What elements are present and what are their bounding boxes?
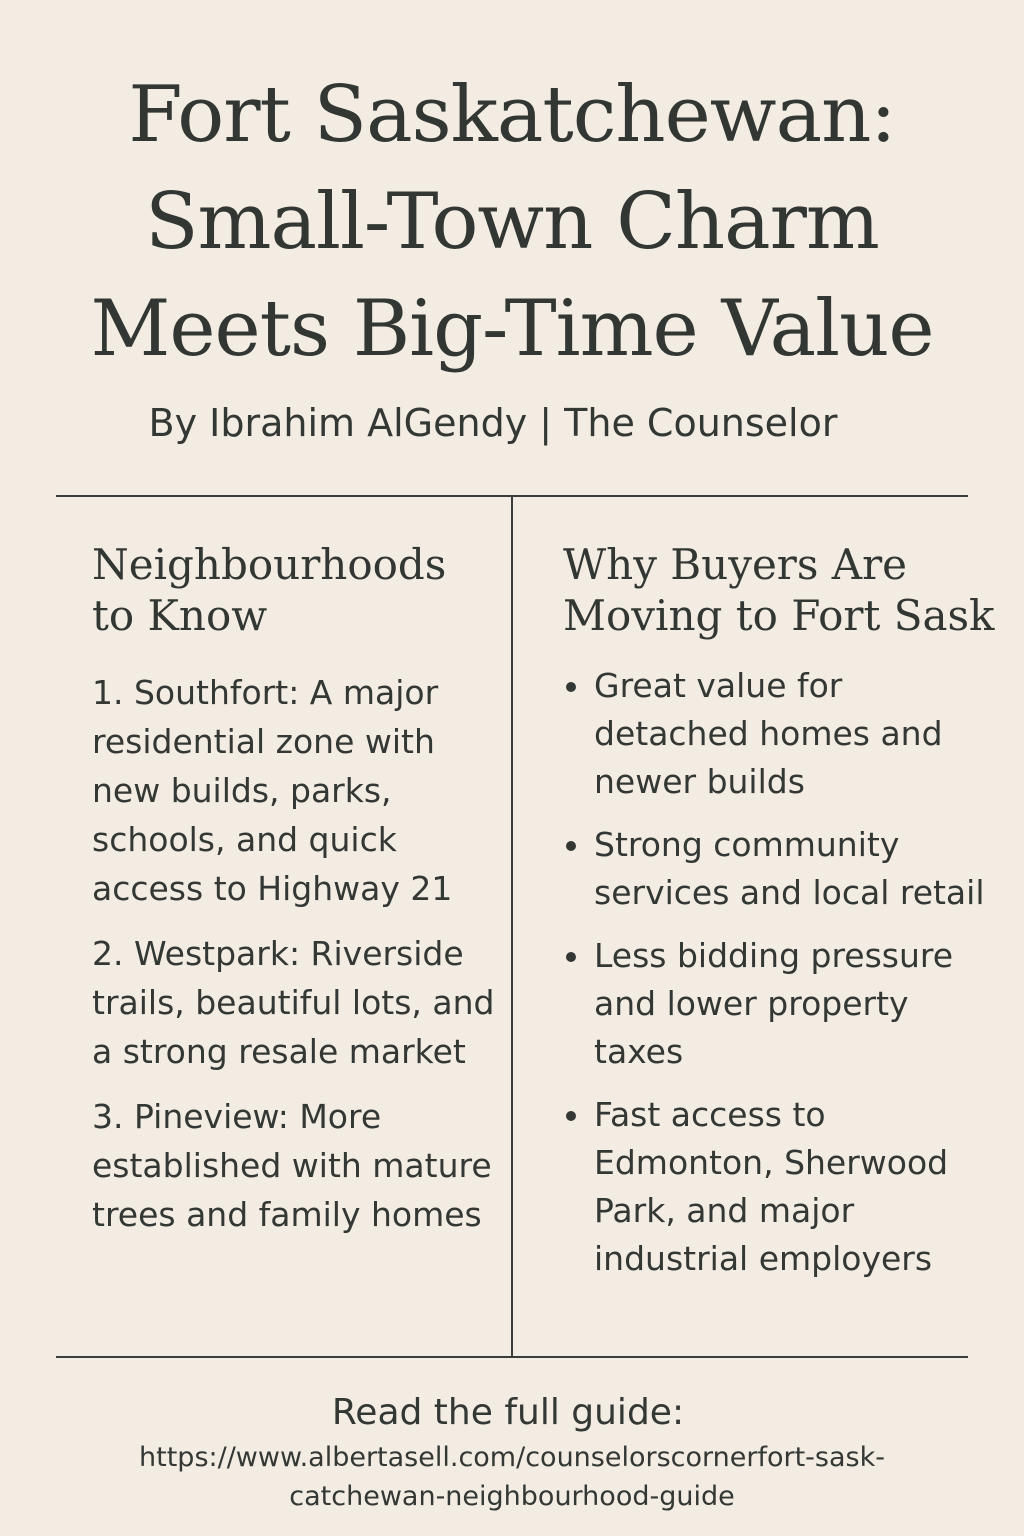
list-item	[558, 821, 988, 917]
neighbourhoods-heading	[92, 539, 446, 641]
guide-url-line-1[interactable]: https://www.albertasell.com/counselorscornerfort-sask-	[139, 1442, 885, 1473]
bullet-icon	[566, 1111, 576, 1121]
why-buyers-heading-line-1: Why Buyers Are	[563, 540, 908, 589]
list-item-text: Strong community services and local retail	[594, 825, 985, 912]
neighbourhoods-heading-line-1: Neighbourhoods	[92, 540, 447, 589]
read-guide-label: Read the full guide:	[331, 1392, 685, 1433]
list-item-text: Less bidding pressure and lower property taxes	[594, 936, 954, 1071]
title-line-1: Fort Saskatchewan:	[128, 70, 896, 160]
list-item	[558, 1091, 988, 1283]
neighbourhoods-heading-line-2: to Know	[92, 591, 268, 640]
why-buyers-heading-line-2: Moving to Fort Sask	[563, 591, 995, 640]
list-item: 3. Pineview: More established with mature trees and family homes	[92, 1097, 492, 1234]
title-line-2: Small-Town Charm	[145, 177, 879, 267]
bullet-icon	[566, 682, 576, 692]
neighbourhoods-list	[92, 668, 512, 1255]
list-item: 2. Westpark: Riverside trails, beautiful lots, and a strong resale market	[92, 934, 495, 1071]
why-buyers-heading	[563, 539, 995, 641]
list-item	[558, 662, 988, 806]
title-line-3: Meets Big-Time Value	[90, 284, 934, 374]
list-item-text: Fast access to Edmonton, Sherwood Park, and major industrial employers	[594, 1095, 949, 1278]
guide-url-line-2[interactable]: catchewan-neighbourhood-guide	[289, 1481, 735, 1512]
bullet-icon	[566, 841, 576, 851]
page-title	[0, 62, 1024, 383]
list-item	[558, 932, 988, 1076]
guide-url[interactable]	[0, 1438, 1024, 1516]
byline: By Ibrahim AlGendy | The Counselor	[148, 401, 838, 445]
bullet-icon	[566, 952, 576, 962]
why-buyers-list	[558, 662, 988, 1298]
bottom-divider	[56, 1356, 968, 1358]
list-item: 1. Southfort: A major residential zone with new builds, parks, schools, and quick access to Highway 21	[92, 673, 453, 908]
list-item-text: Great value for detached homes and newer builds	[594, 666, 943, 801]
